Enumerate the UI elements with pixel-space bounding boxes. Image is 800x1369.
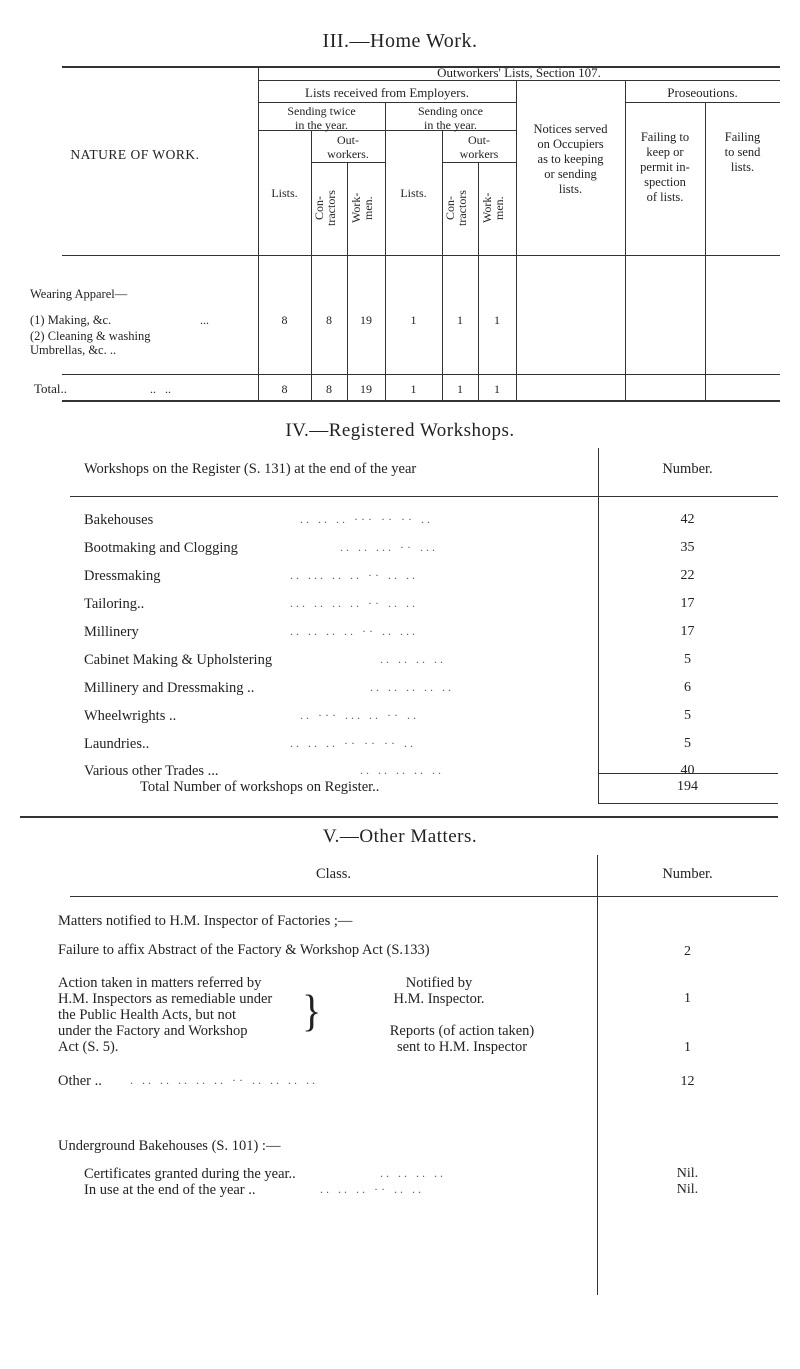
header-workmen-1: Work- men. — [349, 192, 375, 224]
in-use-label: In use at the end of the year .. — [84, 1182, 256, 1198]
section5-heading: V.—Other Matters. — [322, 826, 478, 847]
header-lists-2: Lists. — [400, 186, 427, 200]
action-line-4: Act (S. 5). — [58, 1039, 119, 1055]
workshop-value-8: 5 — [684, 736, 691, 751]
workshop-row-0: Bakehouses — [84, 512, 154, 528]
action-line-3: under the Factory and Workshop — [58, 1023, 248, 1039]
workshop-row-3: Tailoring.. — [84, 596, 145, 612]
col-label-class: Class. — [315, 866, 352, 882]
workshop-row-8: Laundries.. — [84, 736, 150, 752]
total-lists: 8 — [281, 382, 288, 396]
workshop-row-5: Cabinet Making & Upholstering — [84, 652, 273, 668]
notified-value: 1 — [684, 991, 691, 1006]
workshop-value-6: 6 — [684, 680, 691, 695]
failure-value: 2 — [684, 944, 691, 959]
workshop-row-1: Bootmaking and Clogging — [84, 540, 238, 556]
header-lists-1: Lists. — [271, 186, 298, 200]
total-workmen: 19 — [360, 382, 372, 396]
home-work-table — [0, 0, 800, 420]
col-label-number: Number. — [662, 461, 713, 477]
group-label: Wearing Apparel— — [30, 287, 128, 301]
brace: } — [302, 985, 322, 1036]
workshop-row-7: Wheelwrights .. — [84, 708, 177, 724]
workshop-value-0: 42 — [680, 512, 695, 527]
total-label: Total.. — [34, 381, 68, 396]
workshop-value-9: 40 — [680, 763, 695, 778]
reports-label: Reports (of action taken) sent to H.M. Inspector — [389, 1023, 535, 1055]
header-workmen-2: Work- men. — [480, 192, 506, 224]
certificates-value: Nil. — [676, 1166, 699, 1181]
total-contractors2: 1 — [457, 382, 463, 396]
row0-contractors2: 1 — [457, 313, 463, 327]
row-label-0: (1) Making, &c. — [30, 313, 112, 327]
header-outworkers-lists: Outworkers' Lists, Section 107. — [437, 65, 601, 80]
row0-lists: 8 — [281, 313, 288, 327]
workshop-row-4: Millinery — [84, 624, 139, 640]
in-use-value: Nil. — [676, 1182, 699, 1197]
certificates-label: Certificates granted during the year.. — [84, 1166, 296, 1182]
workshops-total-label: Total Number of workshops on Register.. — [140, 779, 380, 795]
header-sending-twice: Sending twice in the year. — [287, 104, 356, 132]
total-lists2: 1 — [410, 382, 417, 396]
workshop-row-6: Millinery and Dressmaking .. — [84, 680, 255, 696]
row-label-1: (2) Cleaning & washing — [30, 329, 151, 343]
header-sending-once: Sending once in the year. — [418, 104, 483, 132]
leader-dots: ... — [200, 313, 209, 327]
workshop-value-2: 22 — [680, 568, 695, 583]
col-label-number-5: Number. — [662, 866, 713, 882]
workshop-row-2: Dressmaking — [84, 568, 161, 584]
header-failing-keep: Failing to keep or permit in- spection of lists. — [640, 130, 690, 204]
matters-heading: Matters notified to H.M. Inspector of Factories ;— — [58, 913, 353, 929]
row0-lists2: 1 — [410, 313, 417, 327]
workshops-total-value: 194 — [677, 779, 698, 794]
failure-label: Failure to affix Abstract of the Factory & Workshop Act (S.133) — [58, 942, 430, 958]
header-contractors-1: Con- tractors — [312, 190, 338, 226]
action-line-0: Action taken in matters referred by — [58, 975, 262, 991]
other-label: Other .. — [58, 1073, 102, 1089]
header-prosecutions: Proseoutions. — [667, 85, 738, 100]
row0-contractors: 8 — [326, 313, 332, 327]
header-outworkers-sub2: Out- workers — [459, 133, 499, 161]
row0-workmen: 19 — [360, 313, 372, 327]
row0-workmen2: 1 — [494, 313, 500, 327]
workshop-value-4: 17 — [680, 624, 695, 639]
total-workmen2: 1 — [494, 382, 500, 396]
header-failing-send: Failing to send lists. — [724, 130, 761, 174]
workshop-row-9: Various other Trades ... — [84, 763, 219, 779]
header-lists-received: Lists received from Employers. — [305, 85, 469, 100]
header-nature-of-work: NATURE OF WORK. — [70, 147, 200, 162]
reports-value: 1 — [684, 1040, 691, 1055]
header-contractors-2: Con- tractors — [443, 190, 469, 226]
header-notices: Notices served on Occupiers as to keeping or sending lists. — [533, 122, 608, 196]
col-label-workshops: Workshops on the Register (S. 131) at the end of the year — [84, 461, 417, 477]
header-outworkers-sub: Out- workers. — [327, 133, 369, 161]
section3-heading: III.—Home Work. — [322, 30, 478, 52]
row-label-2: Umbrellas, &c. .. — [30, 343, 117, 357]
action-line-1: H.M. Inspectors as remediable under — [58, 991, 273, 1007]
total-dots: .. .. — [150, 382, 171, 396]
underground-heading: Underground Bakehouses (S. 101) :— — [58, 1138, 281, 1154]
workshop-value-3: 17 — [680, 596, 695, 611]
workshop-value-7: 5 — [684, 708, 691, 723]
total-contractors: 8 — [326, 382, 332, 396]
workshop-value-5: 5 — [684, 652, 691, 667]
action-line-2: the Public Health Acts, but not — [58, 1007, 237, 1023]
workshop-value-1: 35 — [680, 540, 695, 555]
section4-heading: IV.—Registered Workshops. — [285, 420, 515, 441]
notified-label: Notified by H.M. Inspector. — [393, 975, 485, 1007]
other-value: 12 — [680, 1074, 695, 1089]
